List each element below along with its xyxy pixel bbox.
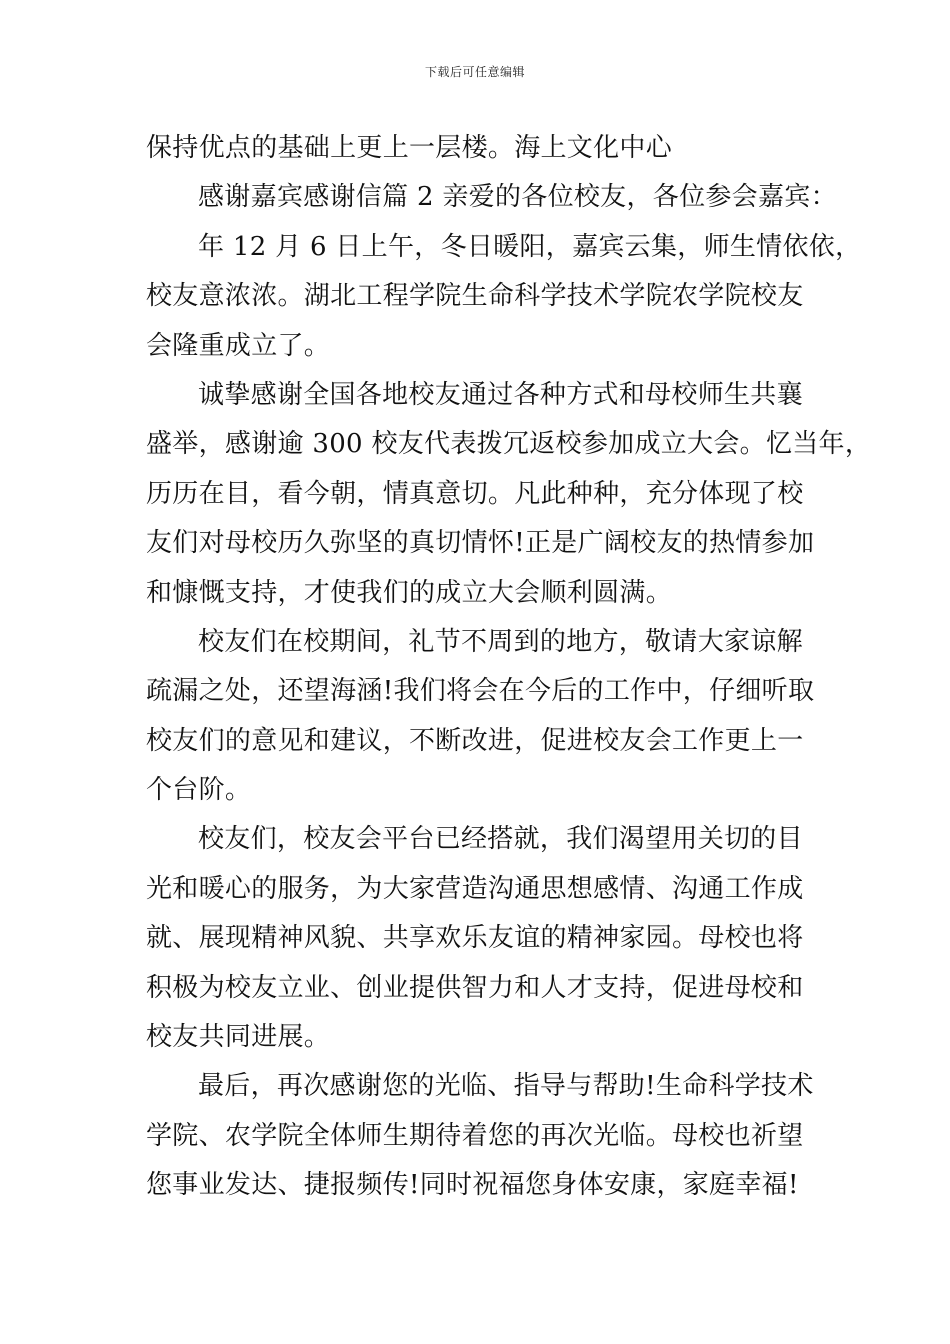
paragraph-start-line: 校友们，校友会平台已经搭就，我们渴望用关切的目 bbox=[198, 824, 803, 855]
paragraph-start-line: 感谢嘉宾感谢信篇 2 亲爱的各位校友，各位参会嘉宾： bbox=[198, 182, 837, 213]
text-line: 校友意浓浓。湖北工程学院生命科学技术学院农学院校友 bbox=[146, 281, 804, 312]
paragraph-start-line: 校友们在校期间，礼节不周到的地方，敬请大家谅解 bbox=[198, 626, 803, 657]
text-line: 个台阶。 bbox=[146, 775, 252, 806]
text-line: 友们对母校历久弥坚的真切情怀!正是广阔校友的热情参加 bbox=[146, 528, 815, 559]
text-line: 积极为校友立业、创业提供智力和人才支持，促进母校和 bbox=[146, 972, 804, 1003]
text-line: 校友们的意见和建议，不断改进，促进校友会工作更上一 bbox=[146, 725, 804, 756]
paragraph-start-line: 年 12 月 6 日上午，冬日暖阳，嘉宾云集，师生情依依， bbox=[198, 231, 862, 262]
text-line: 您事业发达、捷报频传!同时祝福您身体安康，家庭幸福! bbox=[146, 1170, 799, 1201]
text-line: 会隆重成立了。 bbox=[146, 330, 331, 361]
text-line: 就、展现精神风貌、共享欢乐友谊的精神家园。母校也将 bbox=[146, 923, 804, 954]
text-line: 校友共同进展。 bbox=[146, 1022, 331, 1053]
text-line: 历历在目，看今朝，情真意切。凡此种种，充分体现了校 bbox=[146, 478, 804, 509]
page-header: 下载后可任意编辑 bbox=[424, 65, 525, 79]
text-line: 盛举，感谢逾 300 校友代表拨冗返校参加成立大会。忆当年， bbox=[146, 429, 872, 460]
text-line: 和慷慨支持，才使我们的成立大会顺利圆满。 bbox=[146, 577, 673, 608]
text-line: 疏漏之处，还望海涵!我们将会在今后的工作中，仔细听取 bbox=[146, 676, 815, 707]
letter-body bbox=[146, 124, 872, 1211]
paragraph-start-line: 诚挚感谢全国各地校友通过各种方式和母校师生共襄 bbox=[198, 379, 803, 410]
text-line: 学院、农学院全体师生期待着您的再次光临。母校也祈望 bbox=[146, 1120, 804, 1151]
paragraph-start-line: 最后，再次感谢您的光临、指导与帮助!生命科学技术 bbox=[198, 1071, 814, 1102]
text-line: 光和暖心的服务，为大家营造沟通思想感情、沟通工作成 bbox=[146, 873, 804, 904]
text-line: 保持优点的基础上更上一层楼。海上文化中心 bbox=[146, 133, 673, 163]
